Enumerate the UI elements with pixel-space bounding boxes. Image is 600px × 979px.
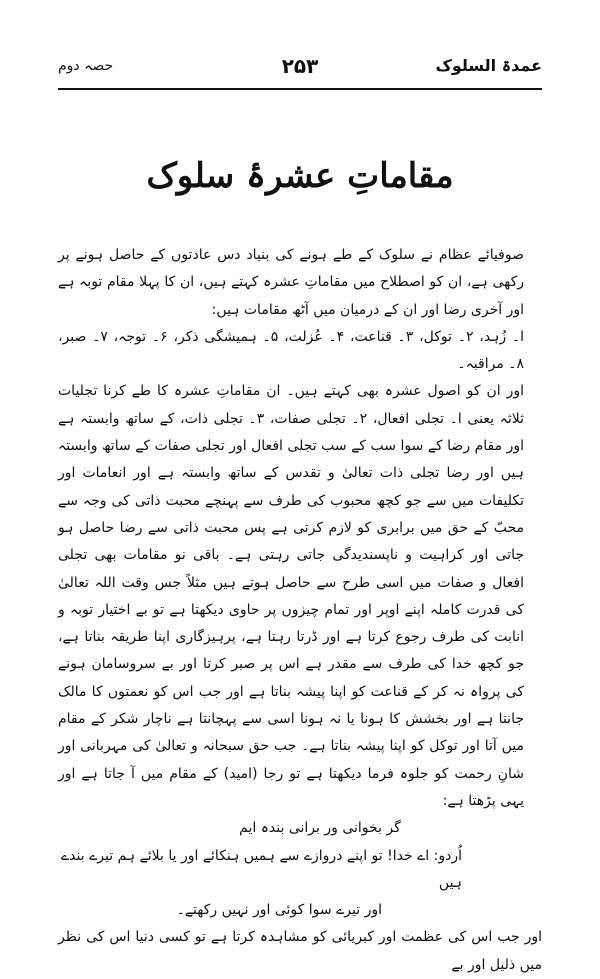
couplet-translation: اور تیرے سوا کوئی اور نہیں رکھتے۔ [176, 902, 382, 919]
stations-list: ا۔ زُہد، ۲۔ توکل، ۳۔ قناعت، ۴۔ عُزلت، ۵۔ ہمیشگی ذکر، ۶۔ توجہ، ۷۔ صبر، ۸۔ مراقبہ۔ [58, 328, 524, 373]
paragraph: اور ان کو اصول عشرہ بھی کہتے ہیں۔ ان مقاماتِ عشرہ کا طے کرنا تجلیات ثلاثہ یعنی ا۔ تجلی افعال، ۲۔ تجلی صفات، ۳۔ تجلی ذات، کے ساتھ وابستہ ہے اور مقام رضا کے سوا سب کے سب تجلی افعال اور تجلی صفات کے ساتھ وابستہ ہیں اور رضا تجلی ذات تعالیٰ و تقدس کے ساتھ وابستہ ہے اور انعامات اور تکلیفات میں سے جو کچھ محبوب کی طرف سے پہنچے محبت ذاتی کی وجہ سے محبّ کے حق میں برابری کو لازم کرتی ہے پس محبت ذاتی سے رضا حاصل ہو جاتی اور کراہیت و ناپسندیدگی جاتی رہتی ہے۔ باقی نو مقامات بھی تجلی افعال و صفات میں اسی طرح سے حاصل ہوتے ہیں مثلاً جس وقت اللہ تعالیٰ کی قدرت کاملہ اپنے اوپر اور تمام چیزوں پر حاوی دیکھتا ہے تو بے اختیار توبہ و انابت کی طرف رجوع کرتا ہے اور ڈرتا رہتا ہے، پرہیزگاری اپنا طریقہ بناتا ہے، جو کچھ خدا کی طرف سے مقدر ہے اس پر صبر کرتا اور بے سروسامان ہونے کی پرواہ نہ کر کے قناعت کو اپنا پیشہ بناتا ہے اور جب اس کو نعمتوں کا مالک جانتا ہے اور بخشش کا ہونا یا نہ ہونا اسی سے پہچانتا ہے ناچار شکر کے مقام میں آتا اور توکل کو اپنا پیشہ بناتا ہے۔ جب حق سبحانہ و تعالیٰ کی مہربانی اور شانِ رحمت کو جلوہ فرما دیکھتا ہے تو رجا (امید) کے مقام میں آ جاتا ہے اور یہی پڑھتا ہے: [58, 383, 524, 809]
body-text [58, 242, 542, 979]
paragraph: صوفیائے عظام نے سلوک کے طے ہونے کی بنیاد دس عادتوں کے حاصل ہونے پر رکھی ہے، ان کو اصطلاح میں مقاماتِ عشرہ کہتے ہیں، ان کا پہلا مقام توبہ ہے اور آخری رضا اور ان کے درمیان میں آٹھ مقامات ہیں: [58, 247, 524, 318]
running-header [58, 52, 542, 86]
persian-couplet [58, 815, 542, 924]
paragraph: اور جب اس کی عظمت اور کبریائی کو مشاہدہ کرتا ہے تو کسی دنیا اس کی نظر میں ذلیل اور بے [58, 929, 542, 973]
header-rule [58, 88, 542, 90]
chapter-title: مقاماتِ عشرۂ سلوک [146, 156, 454, 196]
part-label: حصہ دوم [58, 58, 114, 74]
couplet-line: گر بخوانی ور برانی بندہ ایم [239, 820, 401, 837]
book-title: عمدۃ السلوک [435, 56, 542, 75]
couplet-translation: اُردو: اے خدا! تو اپنے دروازے سے ہمیں ہنکائے اور یا بلائے ہم تیرے بندے ہیں [60, 847, 462, 891]
page-number: ۲۵۳ [281, 54, 319, 78]
